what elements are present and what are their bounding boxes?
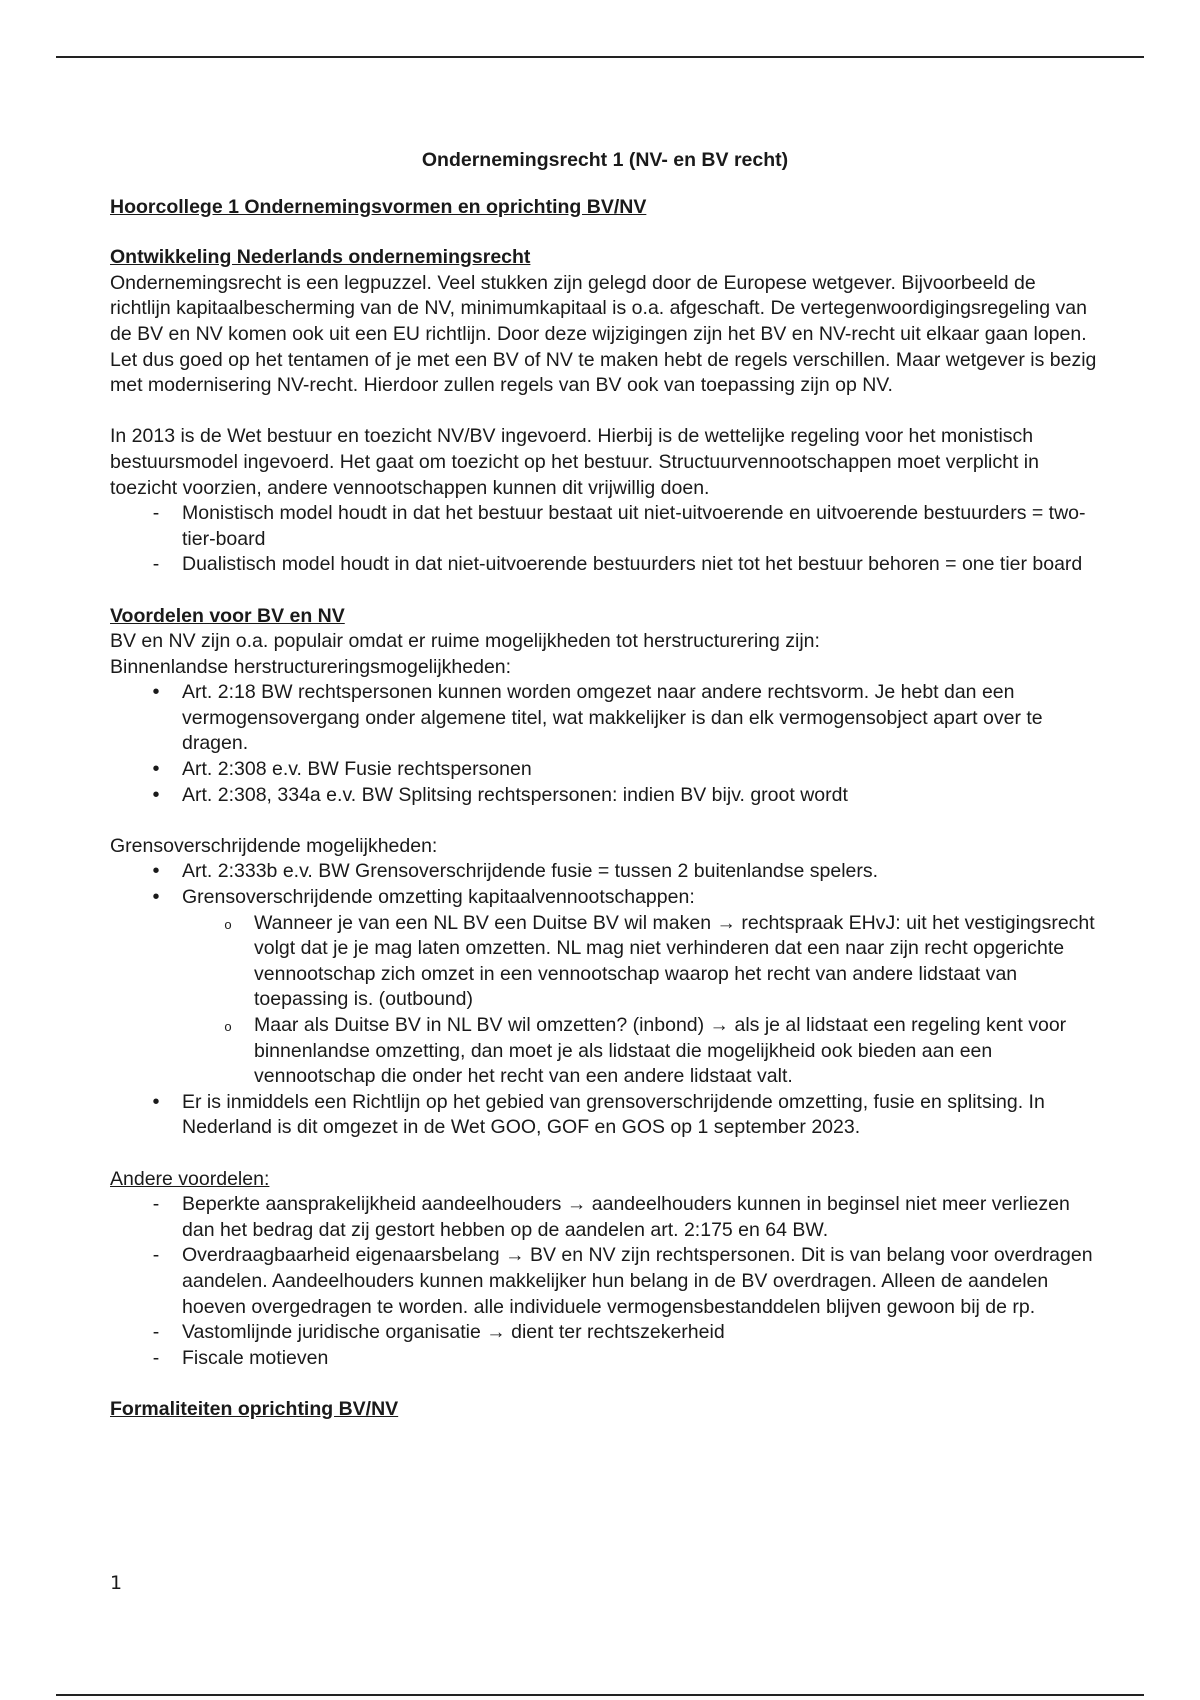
- section-heading-formalities: Formaliteiten oprichting BV/NV: [110, 1397, 399, 1420]
- dash-marker: [146, 501, 166, 527]
- list-item: • Art. 2:308, 334a e.v. BW Splitsing rechtspersonen: indien BV bijv. groot wordt: [110, 783, 1100, 809]
- list-item: - Fiscale motieven: [110, 1346, 1100, 1372]
- bullet-marker: [146, 885, 166, 911]
- section-heading-advantages: Voordelen voor BV en NV: [110, 604, 345, 627]
- dash-list: [110, 1192, 1100, 1371]
- bullet-list: [110, 680, 1100, 808]
- list-item: - Dualistisch model houdt in dat niet-uitvoerende bestuurders niet tot het bestuur behoren = one tier board: [110, 552, 1100, 578]
- bullet-list: [110, 1090, 1100, 1141]
- circle-marker: [218, 1013, 238, 1040]
- dash-marker: [146, 1346, 166, 1372]
- list-item: - Vastomlijnde juridische organisatie → dient ter rechtszekerheid: [110, 1320, 1100, 1346]
- bullet-marker: [146, 783, 166, 809]
- footer-rule: [56, 1694, 1144, 1696]
- bullet-marker: [146, 859, 166, 885]
- paragraph: BV en NV zijn o.a. populair omdat er ruime mogelijkheden tot herstructurering zijn:: [110, 630, 820, 653]
- document-page: [110, 148, 1100, 1423]
- page-number: 1: [110, 1572, 123, 1594]
- dash-list: [110, 501, 1100, 578]
- paragraph: In 2013 is de Wet bestuur en toezicht NV/BV ingevoerd. Hierbij is de wettelijke regeling voor het monistisch bestuursmodel ingevoerd. Het gaat om toezicht op het bestuur. Structuurvennootschappen moet verplicht in toezicht voorzien, andere vennootschappen kunnen dit vrijwillig doen.: [110, 425, 1039, 499]
- list-item: - Overdraagbaarheid eigenaarsbelang → BV en NV zijn rechtspersonen. Dit is van belang voor overdragen aandelen. Aandeelhouders kunnen makkelijker hun belang in de BV overdragen. Alleen de aandelen hoeven overgedragen te worden. alle individuele vermogensbestanddelen blijven gewoon bij de rp.: [110, 1243, 1100, 1320]
- list-item: • Grensoverschrijdende omzetting kapitaalvennootschappen:: [110, 885, 1100, 911]
- dash-marker: [146, 1243, 166, 1269]
- list-item: o Maar als Duitse BV in NL BV wil omzetten? (inbond) → als je al lidstaat een regeling kent voor binnenlandse omzetting, dan moet je als lidstaat die mogelijkheid ook bieden aan een vennootschap die onder het recht van een andere lidstaat valt.: [110, 1013, 1100, 1090]
- dash-marker: [146, 1192, 166, 1218]
- dash-marker: [146, 552, 166, 578]
- bullet-marker: [146, 680, 166, 706]
- list-item: - Monistisch model houdt in dat het bestuur bestaat uit niet-uitvoerende en uitvoerende bestuurders = two-tier-board: [110, 501, 1100, 552]
- sub-list: [110, 911, 1100, 1090]
- subheading-other: Andere voordelen:: [110, 1167, 270, 1190]
- list-item: • Art. 2:308 e.v. BW Fusie rechtspersonen: [110, 757, 1100, 783]
- document-title: Ondernemingsrecht 1 (NV- en BV recht): [421, 149, 789, 171]
- dash-marker: [146, 1320, 166, 1346]
- list-item: • Er is inmiddels een Richtlijn op het gebied van grensoverschrijdende omzetting, fusie en splitsing. In Nederland is dit omgezet in de Wet GOO, GOF en GOS op 1 september 2023.: [110, 1090, 1100, 1141]
- list-item: • Art. 2:333b e.v. BW Grensoverschrijdende fusie = tussen 2 buitenlandse spelers.: [110, 859, 1100, 885]
- header-rule: [56, 56, 1144, 58]
- list-item: • Art. 2:18 BW rechtspersonen kunnen worden omgezet naar andere rechtsvorm. Je hebt dan een vermogensovergang onder algemene titel, wat makkelijker is dan elk vermogensobject apart over te dragen.: [110, 680, 1100, 757]
- section-heading-development: Ontwikkeling Nederlands ondernemingsrecht: [110, 246, 531, 269]
- list-item: - Beperkte aansprakelijkheid aandeelhouders → aandeelhouders kunnen in beginsel niet meer verliezen dan het bedrag dat zij gestort hebben op de aandelen art. 2:175 en 64 BW.: [110, 1192, 1100, 1243]
- paragraph: Ondernemingsrecht is een legpuzzel. Veel stukken zijn gelegd door de Europese wetgever. Bijvoorbeeld de richtlijn kapitaalbescherming van de NV, minimumkapitaal is o.a. afgeschaft. De vertegenwoordigingsregeling van de BV en NV komen ook uit een EU richtlijn. Door deze wijzigingen zijn het BV en NV-recht uit elkaar gaan lopen. Let dus goed op het tentamen of je met een BV of NV te maken hebt de regels verschillen. Maar wetgever is bezig met modernisering NV-recht. Hierdoor zullen regels van BV ook van toepassing zijn op NV.: [110, 271, 1097, 397]
- bullet-marker: [146, 1090, 166, 1116]
- bullet-list: [110, 859, 1100, 910]
- list-item: o Wanneer je van een NL BV een Duitse BV wil maken → rechtspraak EHvJ: uit het vestigingsrecht volgt dat je je mag laten omzetten. NL mag niet verhinderen dat een naar zijn recht opgerichte vennootschap zich omzet in een vennootschap waarop het recht van andere lidstaat van toepassing is. (outbound): [110, 911, 1100, 1013]
- bullet-marker: [146, 757, 166, 783]
- paragraph: Grensoverschrijdende mogelijkheden:: [110, 834, 438, 857]
- lecture-heading: Hoorcollege 1 Ondernemingsvormen en oprichting BV/NV: [110, 195, 647, 218]
- paragraph: Binnenlandse herstructureringsmogelijkheden:: [110, 655, 512, 678]
- circle-marker: [218, 911, 238, 938]
